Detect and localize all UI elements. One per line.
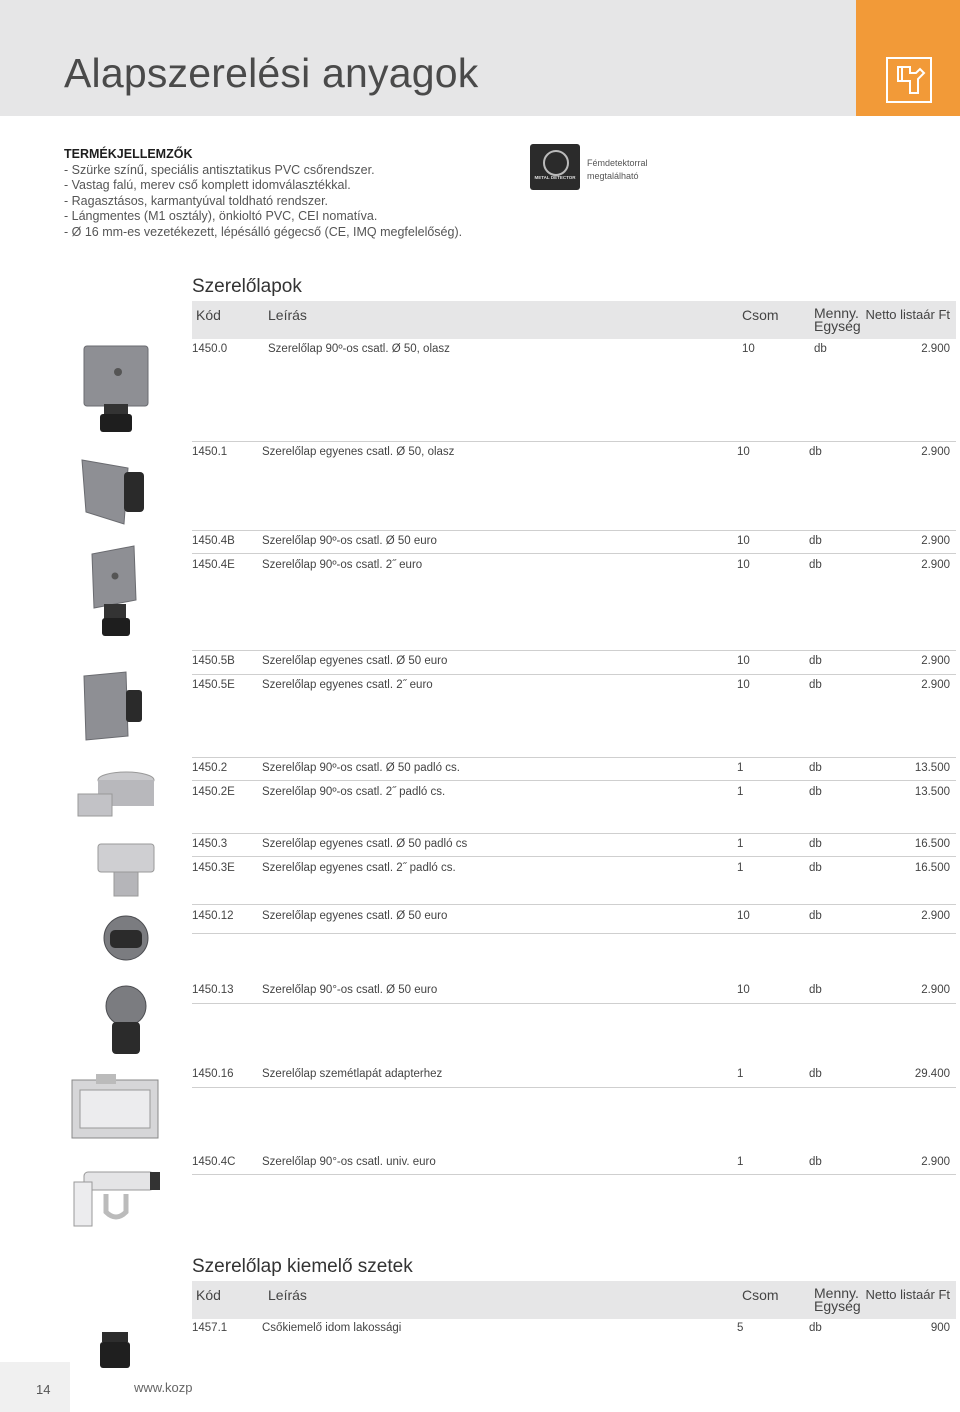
- table-row: [192, 655, 956, 671]
- row-description: Szerelőlap egyenes csatl. Ø 50 euro: [262, 655, 448, 667]
- product-image-1450-13: [96, 982, 156, 1058]
- row-description: Szerelőlap 90°-os csatl. univ. euro: [262, 1156, 436, 1168]
- feature-item: - Ø 16 mm-es vezetékezett, lépésálló gégecső (CE, IMQ megfelelőség).: [64, 224, 463, 239]
- table-header: [192, 1281, 956, 1319]
- detector-note-line: megtalálható: [587, 171, 639, 181]
- page-number: 14: [36, 1382, 51, 1397]
- row-description: Szerelőlap egyenes csatl. Ø 50, olasz: [262, 446, 455, 458]
- product-image-1457-1: [98, 1330, 134, 1370]
- col-leiras: Leírás: [268, 307, 307, 323]
- row-package: 1: [737, 1068, 744, 1080]
- row-description: Szerelőlap egyenes csatl. Ø 50 euro: [262, 910, 448, 922]
- col-ar: Netto listaár Ft: [865, 307, 950, 322]
- row-unit: db: [809, 446, 822, 458]
- row-unit: db: [809, 1322, 822, 1334]
- row-unit: db: [809, 1156, 822, 1168]
- row-price: 2.900: [921, 679, 950, 691]
- row-unit: db: [809, 838, 822, 850]
- row-unit: db: [809, 984, 822, 996]
- col-menny-line1: Menny.: [814, 1285, 859, 1301]
- row-price: 13.500: [914, 762, 950, 774]
- row-package: 10: [742, 343, 755, 355]
- product-image-1450-1: [76, 454, 156, 526]
- page-title: Alapszerelési anyagok: [64, 50, 479, 96]
- row-package: 10: [737, 535, 750, 547]
- detector-note: [587, 157, 677, 183]
- row-package: 1: [737, 838, 744, 850]
- row-package: 10: [737, 446, 750, 458]
- detector-note-line: Fémdetektorral: [587, 158, 648, 168]
- row-unit: db: [809, 910, 822, 922]
- row-divider: [192, 856, 956, 857]
- row-code: 1450.13: [192, 984, 234, 996]
- row-price: 2.900: [921, 446, 950, 458]
- col-menny-line1: Menny.: [814, 305, 859, 321]
- row-package: 10: [737, 679, 750, 691]
- table-row: [192, 535, 956, 551]
- row-divider: [192, 650, 956, 651]
- page-number-box: [0, 1362, 70, 1412]
- pipe-fitting-icon: [886, 57, 932, 103]
- table-row: [192, 446, 956, 462]
- row-price: 13.500: [914, 786, 950, 798]
- row-package: 10: [737, 984, 750, 996]
- row-description: Szerelőlap 90º-os csatl. Ø 50 padló cs.: [262, 762, 460, 774]
- product-image-1450-4c: [70, 1164, 162, 1230]
- row-code: 1450.3: [192, 838, 228, 850]
- col-kod: Kód: [196, 307, 221, 323]
- row-divider: [192, 1174, 956, 1175]
- col-kod: Kód: [196, 1287, 221, 1303]
- table-row: [192, 862, 956, 878]
- feature-item: - Vastag falú, merev cső komplett idomválasztékkal.: [64, 178, 351, 192]
- table-row: [192, 1322, 956, 1338]
- product-image-1450-12: [96, 912, 158, 966]
- col-menny: [814, 1287, 861, 1313]
- row-description: Szerelőlap 90º-os csatl. 2˝ euro: [262, 559, 423, 571]
- table-header: [192, 301, 956, 339]
- row-unit: db: [814, 343, 827, 355]
- row-package: 5: [737, 1322, 744, 1334]
- col-menny-line2: Egység: [814, 318, 861, 334]
- row-price: 2.900: [921, 655, 950, 667]
- product-image-1450-4: [88, 544, 148, 640]
- row-description: Szerelőlap egyenes csatl. Ø 50 padló cs: [262, 838, 468, 850]
- row-package: 10: [737, 910, 750, 922]
- table-row: [192, 343, 956, 359]
- row-divider: [192, 757, 956, 758]
- table-row: [192, 838, 956, 854]
- row-code: 1450.4B: [192, 535, 235, 547]
- footer-fade: [196, 1372, 316, 1402]
- col-leiras: Leírás: [268, 1287, 307, 1303]
- row-unit: db: [809, 786, 822, 798]
- row-package: 10: [737, 559, 750, 571]
- row-code: 1450.5B: [192, 655, 235, 667]
- header-accent: [856, 0, 960, 116]
- row-price: 2.900: [921, 1156, 950, 1168]
- row-code: 1450.4E: [192, 559, 235, 571]
- table-row: [192, 559, 956, 575]
- feature-item: - Lángmentes (M1 osztály), önkioltó PVC, CEI nomatíva.: [64, 209, 378, 223]
- row-package: 1: [737, 1156, 744, 1168]
- row-divider: [192, 833, 956, 834]
- row-divider: [192, 1087, 956, 1088]
- row-code: 1450.16: [192, 1068, 234, 1080]
- detector-badge-label: METAL DETECTOR: [534, 175, 576, 180]
- row-divider: [192, 933, 956, 934]
- product-image-1450-16: [66, 1074, 166, 1150]
- table-row: [192, 910, 956, 926]
- row-code: 1450.0: [192, 343, 228, 355]
- row-divider: [192, 780, 956, 781]
- row-code: 1450.1: [192, 446, 228, 458]
- website-url[interactable]: www.kozp: [134, 1380, 193, 1395]
- product-image-1450-3: [94, 840, 160, 900]
- row-divider: [192, 441, 956, 442]
- row-unit: db: [809, 762, 822, 774]
- detector-icon: [543, 150, 569, 176]
- row-unit: db: [809, 535, 822, 547]
- row-unit: db: [809, 655, 822, 667]
- row-divider: [192, 530, 956, 531]
- row-description: Szerelőlap egyenes csatl. 2˝ euro: [262, 679, 433, 691]
- row-code: 1450.4C: [192, 1156, 236, 1168]
- row-price: 2.900: [921, 910, 950, 922]
- row-unit: db: [809, 1068, 822, 1080]
- product-features: [64, 147, 462, 240]
- row-price: 2.900: [921, 559, 950, 571]
- row-package: 1: [737, 862, 744, 874]
- row-code: 1457.1: [192, 1322, 228, 1334]
- col-csom: Csom: [742, 1287, 779, 1303]
- row-price: 29.400: [914, 1068, 950, 1080]
- row-unit: db: [809, 679, 822, 691]
- features-title: TERMÉKJELLEMZŐK: [64, 147, 193, 161]
- row-description: Szerelőlap 90º-os csatl. 2˝ padló cs.: [262, 786, 446, 798]
- row-price: 16.500: [914, 862, 950, 874]
- feature-item: - Ragasztásos, karmantyúval toldható rendszer.: [64, 193, 329, 208]
- col-csom: Csom: [742, 307, 779, 323]
- row-description: Szerelőlap szemétlapát adapterhez: [262, 1068, 443, 1080]
- row-description: Csőkiemelő idom lakossági: [262, 1322, 402, 1334]
- row-code: 1450.2: [192, 762, 228, 774]
- row-package: 1: [737, 786, 744, 798]
- col-ar: Netto listaár Ft: [865, 1287, 950, 1302]
- row-code: 1450.12: [192, 910, 234, 922]
- row-description: Szerelőlap 90º-os csatl. Ø 50, olasz: [268, 343, 450, 355]
- row-code: 1450.5E: [192, 679, 235, 691]
- row-price: 16.500: [914, 838, 950, 850]
- row-price: 2.900: [921, 535, 950, 547]
- page-header: [0, 0, 960, 116]
- row-unit: db: [809, 559, 822, 571]
- metal-detector-badge: [530, 144, 580, 190]
- row-package: 1: [737, 762, 744, 774]
- row-price: 900: [930, 1322, 950, 1334]
- product-image-1450-0: [80, 342, 156, 436]
- table-row: [192, 1156, 956, 1172]
- row-code: 1450.2E: [192, 786, 235, 798]
- product-image-1450-5: [80, 670, 156, 744]
- row-divider: [192, 553, 956, 554]
- section-title-szerelolapok: Szerelőlapok: [192, 276, 302, 297]
- row-code: 1450.3E: [192, 862, 235, 874]
- row-divider: [192, 674, 956, 675]
- row-price: 2.900: [921, 343, 950, 355]
- row-description: Szerelőlap 90°-os csatl. Ø 50 euro: [262, 984, 438, 996]
- section-title-kiemelo-szetek: Szerelőlap kiemelő szetek: [192, 1256, 413, 1277]
- col-menny-line2: Egység: [814, 1298, 861, 1314]
- table-row: [192, 679, 956, 695]
- table-row: [192, 762, 956, 778]
- row-divider: [192, 904, 956, 905]
- feature-item: - Szürke színű, speciális antisztatikus PVC csőrendszer.: [64, 162, 375, 177]
- table-row: [192, 984, 956, 1000]
- row-description: Szerelőlap 90º-os csatl. Ø 50 euro: [262, 535, 437, 547]
- row-package: 10: [737, 655, 750, 667]
- product-image-1450-2: [74, 768, 158, 820]
- table-row: [192, 1068, 956, 1084]
- row-description: Szerelőlap egyenes csatl. 2˝ padló cs.: [262, 862, 456, 874]
- row-price: 2.900: [921, 984, 950, 996]
- col-menny: [814, 307, 861, 333]
- row-divider: [192, 1003, 956, 1004]
- table-row: [192, 786, 956, 802]
- row-unit: db: [809, 862, 822, 874]
